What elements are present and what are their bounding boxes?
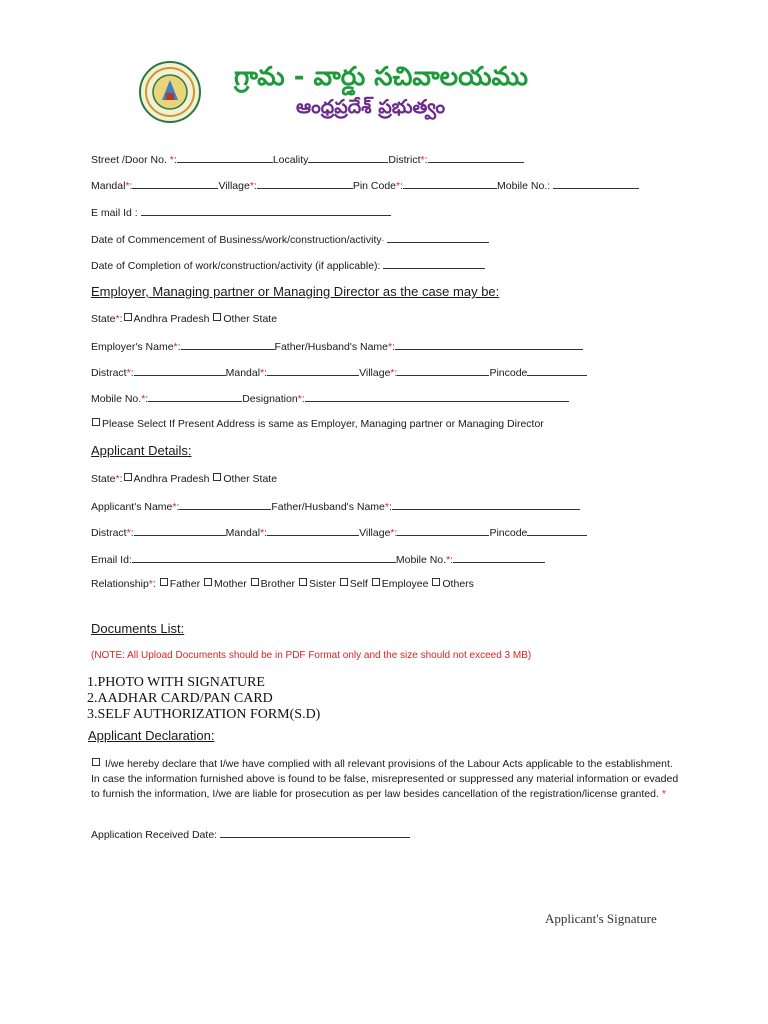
employer-state-label: State [91, 313, 116, 325]
applicant-pincode-label: Pincode [489, 527, 528, 539]
declaration-heading: Applicant Declaration: [88, 728, 215, 743]
employer-location-row: Distract*: Mandal*: Village*: Pincode [91, 365, 587, 379]
commencement-row: Date of Commencement of Business/work/construction/activity· [91, 232, 489, 246]
received-date-row [91, 827, 410, 841]
commencement-label: Date of Commencement of Business/work/construction/activity [91, 234, 382, 246]
applicant-state-other-checkbox[interactable] [213, 473, 221, 481]
received-date-label: Application Received Date: [91, 829, 218, 841]
pincode-input[interactable] [403, 178, 497, 189]
completion-label: Date of Completion of work/construction/activity (if applicable): [91, 260, 381, 272]
address-row-1: Street /Door No. *: Locality District*: [91, 152, 524, 166]
mandal-label: Mandal [91, 180, 126, 192]
commencement-input[interactable] [387, 232, 489, 243]
documents-heading: Documents List: [91, 621, 185, 636]
declaration-block: I/we hereby declare that I/we have complied with all relevant provisions of the Labour Acts applicable to the establishment. In case the information furnished above is found to be false, misrepresented or suppressed any material information or evaded to furnish the information, I/we are liable for prosecution as per law besides cancellation of the registration/license granted. * [91, 758, 679, 800]
mobile-input[interactable] [553, 178, 639, 189]
employer-mandal-label: Mandal [225, 367, 261, 379]
same-address-label: Please Select If Present Address is same as Employer, Managing partner or Managing Director [102, 418, 544, 430]
employer-father-label: Father/Husband's Name [274, 341, 389, 353]
employer-state-ap-checkbox[interactable] [124, 313, 132, 321]
svg-text:~: ~ [167, 120, 173, 126]
email-label: E mail Id : [91, 207, 138, 219]
applicant-pincode-input[interactable] [527, 525, 587, 536]
applicant-contact-row: Email Id: Mobile No.*: [91, 552, 545, 566]
same-address-checkbox[interactable] [92, 418, 100, 426]
applicant-state-other-label: Other State [223, 473, 278, 485]
applicant-mobile-input[interactable] [453, 552, 545, 563]
declaration-checkbox[interactable] [92, 758, 100, 766]
email-row [91, 205, 391, 219]
applicant-state-ap-checkbox[interactable] [124, 473, 132, 481]
document-item: 1.PHOTO WITH SIGNATURE [87, 675, 265, 690]
relationship-row: Relationship*: Father Mother Brother Sister Self Employee Others [91, 578, 474, 590]
applicant-district-label: Distract [91, 527, 127, 539]
employer-district-label: Distract [91, 367, 127, 379]
employer-mobile-row: Mobile No.*: Designation*: [91, 391, 569, 405]
applicant-district-input[interactable] [134, 525, 226, 536]
received-date-input[interactable] [220, 827, 410, 838]
completion-row [91, 258, 485, 272]
applicant-father-label: Father/Husband's Name [271, 501, 385, 513]
applicant-state-ap-label: Andhra Pradesh [133, 473, 210, 485]
employer-state-ap-label: Andhra Pradesh [133, 313, 210, 325]
village-input[interactable] [257, 178, 353, 189]
employer-state-other-checkbox[interactable] [213, 313, 221, 321]
rel-employee-checkbox[interactable] [372, 578, 380, 586]
mandal-input[interactable] [132, 178, 218, 189]
applicant-state-label: State [91, 473, 116, 485]
rel-others-label: Others [442, 578, 474, 590]
rel-sister-checkbox[interactable] [299, 578, 307, 586]
employer-designation-label: Designation [242, 393, 298, 405]
employer-designation-input[interactable] [305, 391, 569, 402]
documents-list [87, 675, 320, 723]
employer-village-label: Village [359, 367, 391, 379]
employer-heading: Employer, Managing partner or Managing Director as the case may be: [91, 284, 500, 299]
employer-mobile-label: Mobile No. [91, 393, 142, 405]
same-address-row [91, 418, 544, 430]
employer-village-input[interactable] [397, 365, 489, 376]
applicant-name-label: Applicant's Name [91, 501, 173, 513]
applicant-mobile-label: Mobile No. [395, 554, 447, 566]
pincode-label: Pin Code [352, 180, 397, 192]
rel-self-label: Self [349, 578, 368, 590]
address-row-2: Mandal*: Village*: Pin Code*: Mobile No.: [91, 178, 639, 192]
rel-mother-checkbox[interactable] [204, 578, 212, 586]
header-title-telugu: గ్రామ - వార్డు సచివాలయము [234, 62, 529, 92]
mobile-label: Mobile No.: [497, 180, 551, 192]
header-subtitle-telugu: ఆంధ్రప్రదేశ్ ప్రభుత్వం [296, 96, 446, 118]
employer-pincode-label: Pincode [489, 367, 528, 379]
document-item: 3.SELF AUTHORIZATION FORM(S.D) [87, 707, 321, 722]
rel-employee-label: Employee [381, 578, 429, 590]
applicant-state-row: State*: Andhra Pradesh Other State [91, 473, 278, 485]
locality-label: Locality [272, 154, 309, 166]
declaration-text: I/we hereby declare that I/we have complied with all relevant provisions of the Labour Acts applicable to the establishment. In case the information furnished above is found to be false, misrepresented or suppressed any material information or evaded to furnish the information, I/we are liable for prosecution as per law besides cancellation of the registration/license granted. [91, 758, 679, 800]
employer-name-input[interactable] [181, 339, 275, 350]
applicant-village-input[interactable] [397, 525, 489, 536]
applicant-village-label: Village [359, 527, 391, 539]
applicant-location-row: Distract*: Mandal*: Village*: Pincode [91, 525, 587, 539]
employer-pincode-input[interactable] [527, 365, 587, 376]
rel-father-checkbox[interactable] [160, 578, 168, 586]
employer-district-input[interactable] [134, 365, 226, 376]
rel-brother-label: Brother [260, 578, 296, 590]
rel-self-checkbox[interactable] [340, 578, 348, 586]
employer-name-row: Employer's Name*: Father/Husband's Name*: [91, 339, 583, 353]
district-input[interactable] [428, 152, 524, 163]
applicant-heading: Applicant Details: [91, 443, 192, 458]
employer-name-label: Employer's Name [91, 341, 174, 353]
street-label: Street /Door No. [91, 154, 167, 166]
completion-input[interactable] [383, 258, 485, 269]
village-label: Village [218, 180, 250, 192]
employer-mandal-input[interactable] [267, 365, 359, 376]
applicant-father-input[interactable] [392, 499, 580, 510]
applicant-signature-label: Applicant's Signature [545, 911, 657, 926]
employer-mobile-input[interactable] [148, 391, 242, 402]
employer-state-other-label: Other State [223, 313, 278, 325]
rel-others-checkbox[interactable] [432, 578, 440, 586]
employer-state-row: State*: Andhra Pradesh Other State [91, 313, 278, 325]
applicant-email-input[interactable] [132, 552, 396, 563]
applicant-name-row: Applicant's Name*: Father/Husband's Name*: [91, 499, 580, 513]
employer-father-input[interactable] [395, 339, 583, 350]
rel-brother-checkbox[interactable] [251, 578, 259, 586]
rel-father-label: Father [169, 578, 201, 590]
applicant-email-label: Email Id: [91, 554, 132, 566]
locality-input[interactable] [308, 152, 388, 163]
applicant-mandal-input[interactable] [267, 525, 359, 536]
district-label: District [388, 154, 421, 166]
street-input[interactable] [177, 152, 273, 163]
ap-government-seal-icon [138, 60, 202, 128]
email-input[interactable] [141, 205, 391, 216]
document-item: 2.AADHAR CARD/PAN CARD [87, 691, 273, 706]
page-header [136, 58, 556, 138]
relationship-label: Relationship [91, 578, 149, 590]
rel-mother-label: Mother [214, 578, 247, 590]
rel-sister-label: Sister [308, 578, 336, 590]
applicant-name-input[interactable] [179, 499, 271, 510]
documents-note: (NOTE: All Upload Documents should be in PDF Format only and the size should not exceed 3 MB) [91, 650, 532, 661]
applicant-mandal-label: Mandal [225, 527, 261, 539]
